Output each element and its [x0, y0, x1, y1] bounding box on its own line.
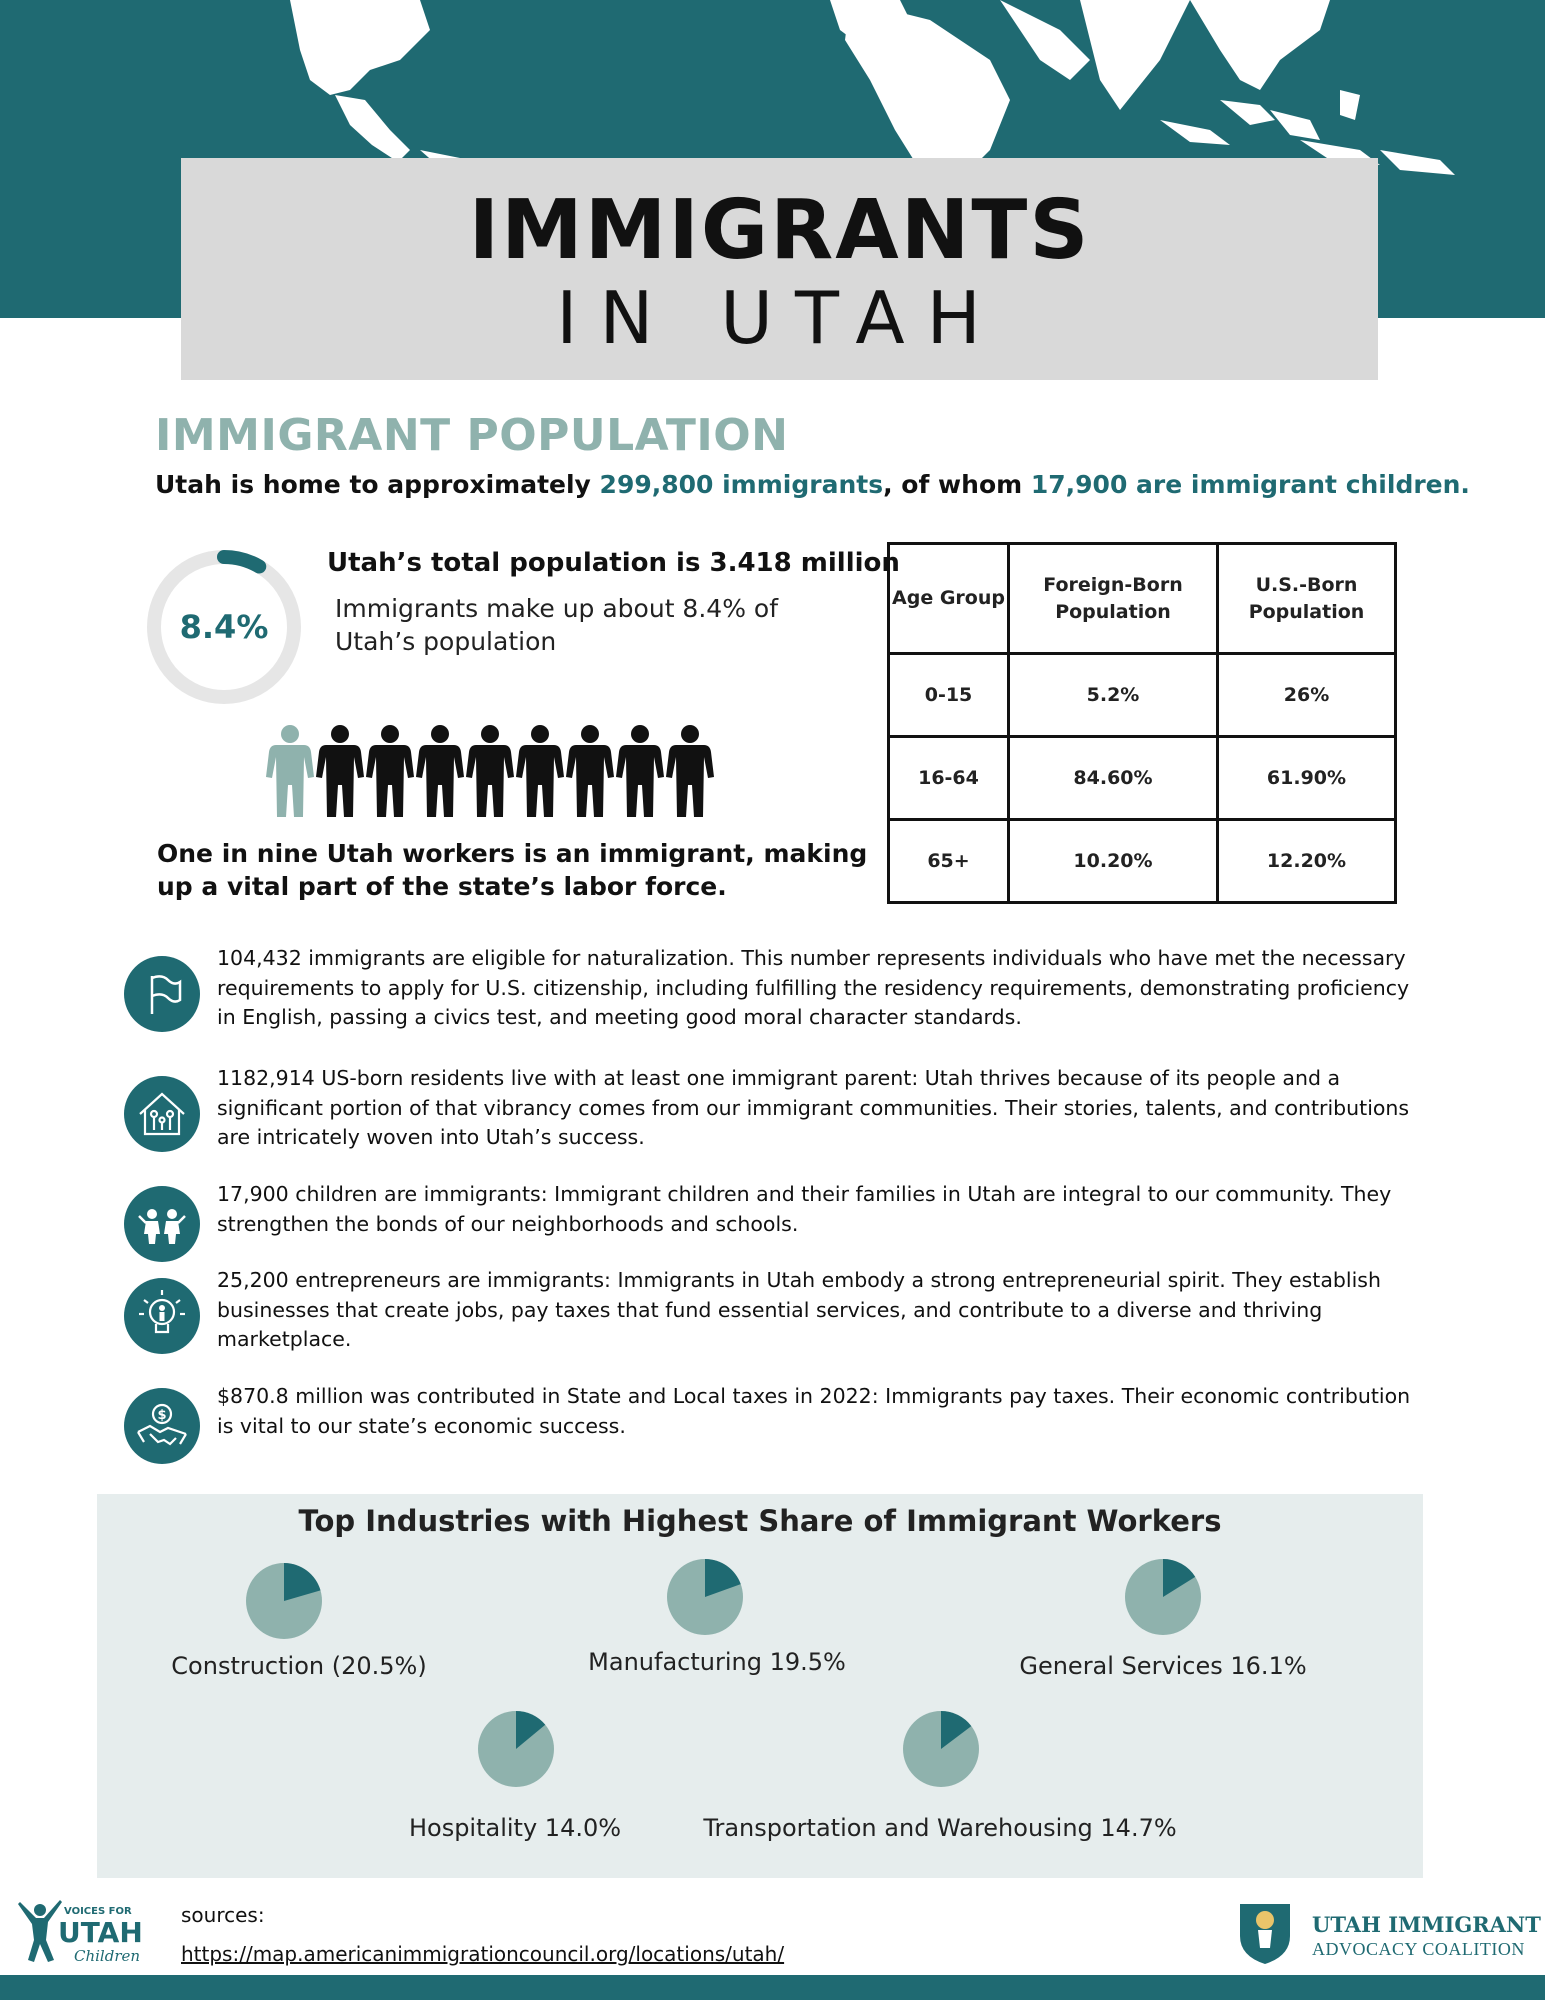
page-subtitle: IN UTAH — [556, 276, 1003, 360]
family-home-icon — [124, 1076, 200, 1152]
pie-label-hospitality: Hospitality 14.0% — [408, 1814, 622, 1842]
vfu-logo-mid: UTAH — [58, 1916, 143, 1949]
entrepreneur-lightbulb-icon — [124, 1278, 200, 1354]
pie-chart-construction — [245, 1562, 323, 1640]
pie-chart-manufacturing — [666, 1558, 744, 1636]
table-header-row — [889, 544, 1396, 654]
industries-title: Top Industries with Highest Share of Immigrant Workers — [298, 1504, 1222, 1538]
uiac-logo-title: UTAH IMMIGRANT — [1312, 1912, 1541, 1937]
person-icon — [666, 725, 714, 817]
person-icon — [366, 725, 414, 817]
footer-band — [0, 1975, 1545, 2000]
uiac-shield-logo-icon — [1238, 1900, 1292, 1966]
pie-chart-general-services — [1124, 1558, 1202, 1636]
person-icon-immigrant — [266, 725, 314, 817]
people-icons — [264, 725, 724, 817]
children-icon — [124, 1186, 200, 1262]
person-icon — [566, 725, 614, 817]
share-percent: 8.4% — [179, 608, 269, 646]
lead-middle: , of whom — [883, 470, 1031, 499]
table-cell: 65+ — [889, 820, 1009, 903]
flag-icon — [124, 956, 200, 1032]
workers-statement: One in nine Utah workers is an immigrant, making up a vital part of the state’s labor force. — [157, 839, 868, 901]
table-cell: 10.20% — [1009, 820, 1218, 903]
pie-label-construction: Construction (20.5%) — [171, 1652, 427, 1680]
pie-label-general-services: General Services 16.1% — [1019, 1652, 1307, 1680]
section-title-population: IMMIGRANT POPULATION — [155, 410, 789, 461]
fact-text: 1182,914 US-born residents live with at least one immigrant parent: Utah thrives because of its people and a significant portion of that vibrancy comes from our immigrant communities. Their stories, talents, and contributions are intricately woven into Utah’s success. — [217, 1066, 1410, 1150]
pie-label-manufacturing: Manufacturing 19.5% — [588, 1648, 846, 1676]
fact-text: 17,900 children are immigrants: Immigrant children and their families in Utah are integral to our community. They strengthen the bonds of our neighborhoods and schools. — [217, 1182, 1392, 1236]
svg-text:$: $ — [157, 1408, 167, 1423]
lead-prefix: Utah is home to approximately — [155, 470, 600, 499]
table-cell: 26% — [1218, 654, 1396, 737]
table-row — [889, 820, 1396, 903]
person-icon — [616, 725, 664, 817]
fact-text: 104,432 immigrants are eligible for naturalization. This number represents individuals who have met the necessary requirements to apply for U.S. citizenship, including fulfilling the residency requirements, demonstrating proficiency in English, passing a civics test, and meeting good moral character standards. — [217, 946, 1410, 1030]
table-cell: 84.60% — [1009, 737, 1218, 820]
age-group-table — [887, 542, 1397, 904]
fact-text: 25,200 entrepreneurs are immigrants: Immigrants in Utah embody a strong entrepreneurial spirit. They establish businesses that create jobs, pay taxes that fund essential services, and contribute to a diverse and thriving marketplace. — [217, 1268, 1381, 1352]
person-icon — [416, 725, 464, 817]
sources-link[interactable]: https://map.americanimmigrationcouncil.org/locations/utah/ — [181, 1942, 785, 1966]
fact-text: $870.8 million was contributed in State and Local taxes in 2022: Immigrants pay taxes. Their economic contribution is vital to our state’s economic success. — [217, 1384, 1411, 1438]
table-cell: 0-15 — [889, 654, 1009, 737]
table-cell: 61.90% — [1218, 737, 1396, 820]
table-row — [889, 654, 1396, 737]
page-title: IMMIGRANTS — [468, 183, 1091, 278]
table-cell: 5.2% — [1009, 654, 1218, 737]
total-population: Utah’s total population is 3.418 million — [327, 548, 900, 578]
share-text: Immigrants make up about 8.4% of Utah’s population — [335, 594, 778, 656]
population-lead — [155, 470, 1470, 499]
vfu-logo-top: VOICES FOR — [64, 1906, 132, 1917]
vfu-logo-bottom: Children — [74, 1947, 141, 1965]
lead-children: 17,900 are immigrant children. — [1030, 470, 1470, 499]
table-cell: 16-64 — [889, 737, 1009, 820]
pie-chart-transportation — [902, 1710, 980, 1788]
header-us-born: U.S.-Born Population — [1218, 544, 1396, 654]
person-icon — [316, 725, 364, 817]
person-icon — [466, 725, 514, 817]
sources-label: sources: — [181, 1903, 265, 1927]
industries-panel — [97, 1494, 1423, 1878]
lead-immigrants: 299,800 immigrants — [599, 470, 884, 499]
header-age-group: Age Group — [889, 544, 1009, 654]
title-box — [181, 158, 1378, 380]
table-cell: 12.20% — [1218, 820, 1396, 903]
pie-chart-hospitality — [477, 1710, 555, 1788]
person-icon — [516, 725, 564, 817]
pie-label-transportation: Transportation and Warehousing 14.7% — [703, 1814, 1177, 1842]
header-foreign-born: Foreign-Born Population — [1009, 544, 1218, 654]
table-row — [889, 737, 1396, 820]
uiac-logo-subtitle: ADVOCACY COALITION — [1312, 1939, 1525, 1959]
handshake-dollar-icon — [124, 1388, 200, 1464]
